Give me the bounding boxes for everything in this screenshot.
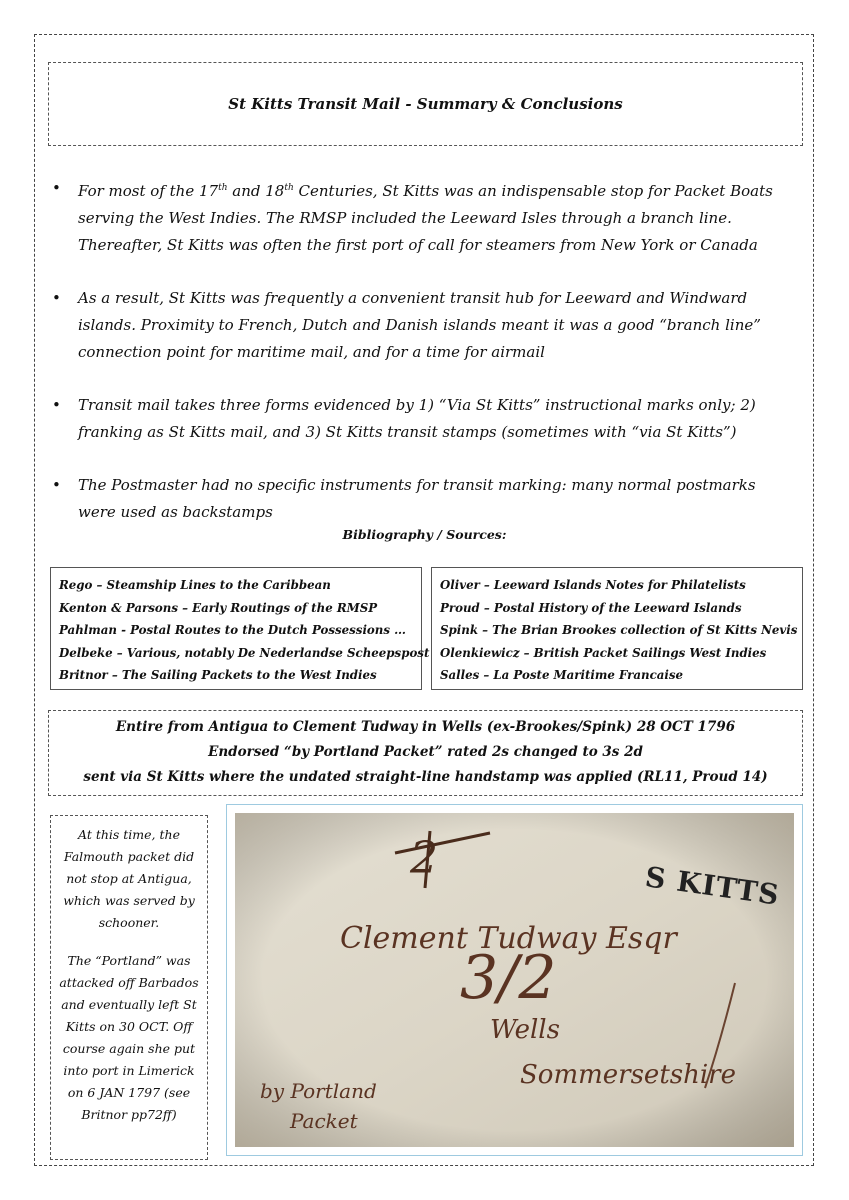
side-note-paragraph: The “Portland” was attacked off Barbados and eventually left St Kitts on 30 OCT. Off course again she put into port in Limerick on 6 JAN 1797 (see Britnor pp72ff) [59, 953, 199, 1122]
bibliography-left-box [50, 567, 430, 690]
bibliography-item: Britnor – The Sailing Packets to the West Indies [59, 668, 377, 682]
caption-line: Entire from Antigua to Clement Tudway in Wells (ex-Brookes/Spink) 28 OCT 1796 [115, 719, 736, 735]
bibliography-item: Proud – Postal History of the Leeward Islands [440, 600, 742, 615]
bullet-list [50, 175, 795, 552]
address-line: Clement Tudway Esqr [340, 921, 677, 956]
cover-image [235, 813, 794, 1147]
bullet-item: • The Postmaster had no specific instruments for transit marking: many normal postmarks were used as backstamps [50, 472, 795, 526]
bibliography-item: Rego – Steamship Lines to the Caribbean [59, 578, 331, 592]
cover-caption-box [48, 710, 803, 796]
endorsement-line-2: Packet [290, 1109, 358, 1133]
bullet-item: • For most of the 17th and 18th Centuries, St Kitts was an indispensable stop for Packet Boats serving the West Indies. The RMSP included the Leeward Isles through a branch line. Thereafter, St Kitts was often the first port of call for steamers from New York or Canada [50, 175, 795, 259]
bibliography-item: Kenton & Parsons – Early Routings of the RMSP [59, 600, 378, 615]
endorsement-line-1: by Portland [260, 1079, 377, 1103]
county-line: Sommersetshire [520, 1060, 736, 1090]
bibliography-item: Oliver – Leeward Islands Notes for Philatelists [440, 578, 746, 592]
bullet-item: • Transit mail takes three forms evidenced by 1) “Via St Kitts” instructional marks only; 2) franking as St Kitts mail, and 3) St Kitts transit stamps (sometimes with “via St Kitts”) [50, 392, 795, 446]
cover-image-frame [226, 804, 803, 1156]
bibliography-item: Spink – The Brian Brookes collection of St Kitts Nevis [440, 623, 798, 637]
bibliography-heading: Bibliography / Sources: [342, 527, 507, 542]
caption-line: Endorsed “by Portland Packet” rated 2s changed to 3s 2d [208, 744, 643, 760]
side-note-box [50, 815, 208, 1160]
bibliography-item: Pahlman - Postal Routes to the Dutch Possessions … [59, 623, 406, 637]
new-rate-mark: 3/2 [460, 943, 557, 1013]
bullet-item: • As a result, St Kitts was frequently a convenient transit hub for Leeward and Windward islands. Proximity to French, Dutch and Danish islands meant it was a good “branch line” connection point for maritime mail, and for a time for airmail [50, 285, 795, 366]
crossed-rate-mark: 2 [410, 833, 438, 884]
bibliography-item: Salles – La Poste Maritime Francaise [440, 668, 684, 682]
side-note-paragraph: At this time, the Falmouth packet did not stop at Antigua, which was served by schooner. [63, 827, 195, 930]
bibliography-right-box [431, 567, 803, 690]
caption-line: sent via St Kitts where the undated straight-line handstamp was applied (RL11, Proud 14) [83, 769, 768, 785]
title-box [48, 62, 803, 146]
bibliography-item: Olenkiewicz – British Packet Sailings West Indies [440, 645, 767, 660]
st-kitts-handstamp: S KITTS [643, 860, 782, 912]
bibliography-item: Delbeke – Various, notably De Nederlandse Scheepspost [59, 645, 430, 660]
page-title: St Kitts Transit Mail - Summary & Conclusions [228, 95, 623, 113]
town-line: Wells [490, 1015, 560, 1045]
